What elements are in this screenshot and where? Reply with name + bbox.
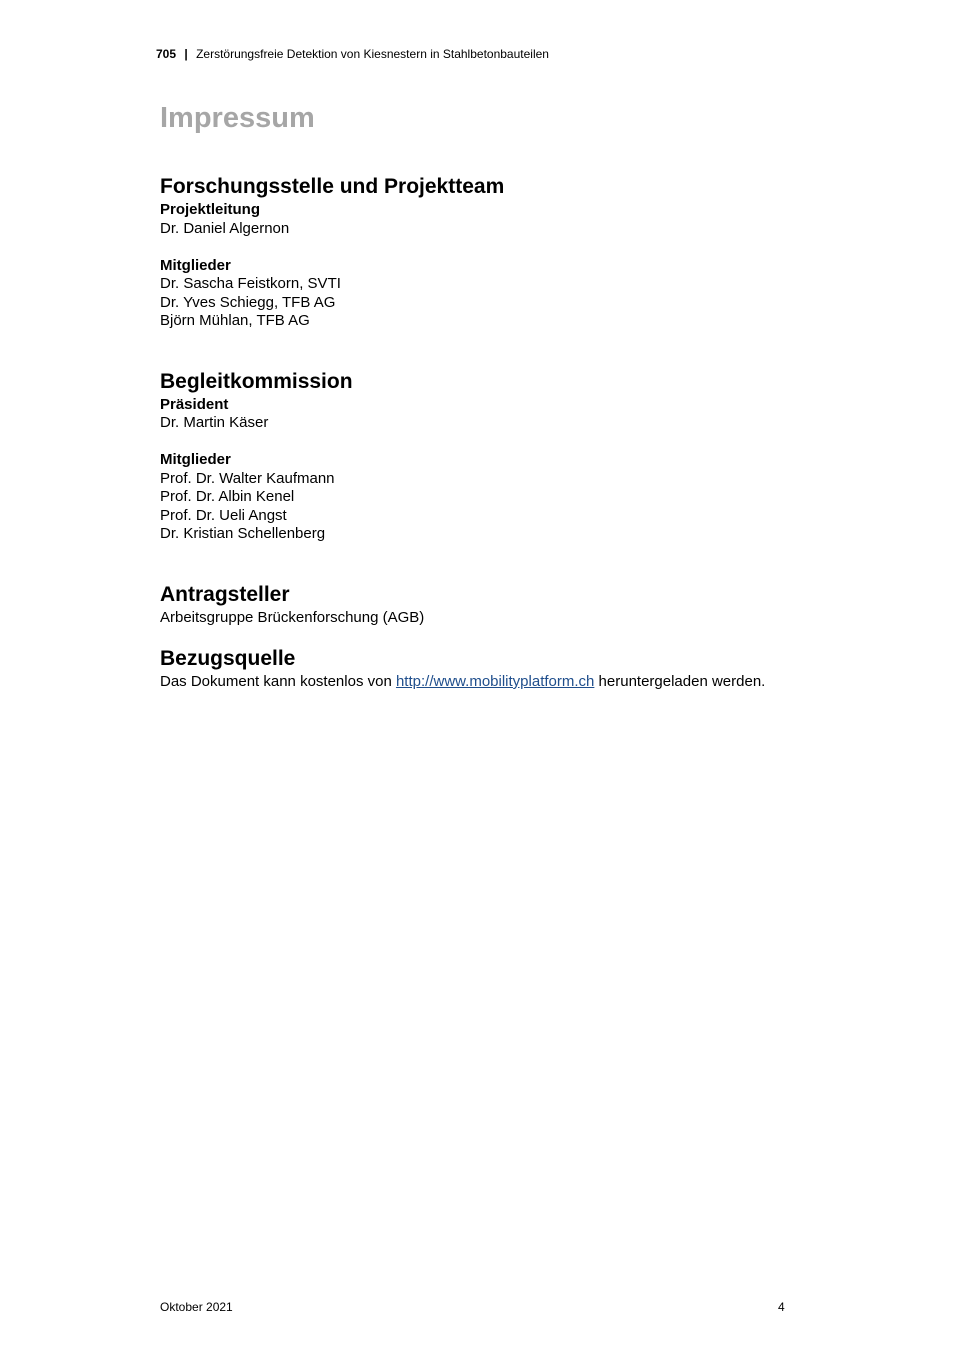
source-line (160, 673, 860, 692)
applicant-line: Arbeitsgruppe Brückenforschung (AGB) (160, 608, 425, 626)
person-line: Dr. Martin Käser (160, 414, 269, 431)
person-line: Dr. Daniel Algernon (160, 219, 290, 237)
running-header (156, 46, 549, 62)
mobilityplatform-link[interactable]: http://www.mobilityplatform.ch (395, 673, 595, 690)
page-number: 4 (778, 1300, 785, 1314)
page-title: Impressum (160, 102, 315, 134)
person-line: Dr. Kristian Schellenberg (160, 525, 326, 542)
source-text-before: Das Dokument kann kostenlos von (160, 673, 396, 690)
person-line: Prof. Dr. Albin Kenel (160, 488, 295, 505)
person-line: Prof. Dr. Ueli Angst (160, 506, 287, 524)
section-title-begleitkommission: Begleitkommission (160, 369, 353, 393)
label-mitglieder: Mitglieder (160, 451, 231, 468)
section-title-antragsteller: Antragsteller (160, 582, 290, 606)
person-line: Prof. Dr. Walter Kaufmann (160, 469, 335, 487)
person-line: Dr. Yves Schiegg, TFB AG (160, 293, 336, 311)
section-title-bezugsquelle: Bezugsquelle (160, 647, 296, 670)
label-projektleitung: Projektleitung (160, 201, 261, 218)
footer-date: Oktober 2021 (160, 1300, 233, 1314)
report-number: 705 (156, 47, 177, 61)
header-separator: | (184, 47, 188, 61)
label-praesident: Präsident (160, 395, 229, 413)
section-title-forschung: Forschungsstelle und Projektteam (160, 175, 505, 198)
label-mitglieder: Mitglieder (160, 256, 231, 274)
person-line: Dr. Sascha Feistkorn, SVTI (160, 275, 341, 292)
report-title: Zerstörungsfreie Detektion von Kiesnestern in Stahlbetonbauteilen (196, 47, 549, 61)
source-text-after: heruntergeladen werden. (594, 673, 766, 690)
impressum-content (160, 173, 860, 692)
person-line: Björn Mühlan, TFB AG (160, 312, 310, 329)
